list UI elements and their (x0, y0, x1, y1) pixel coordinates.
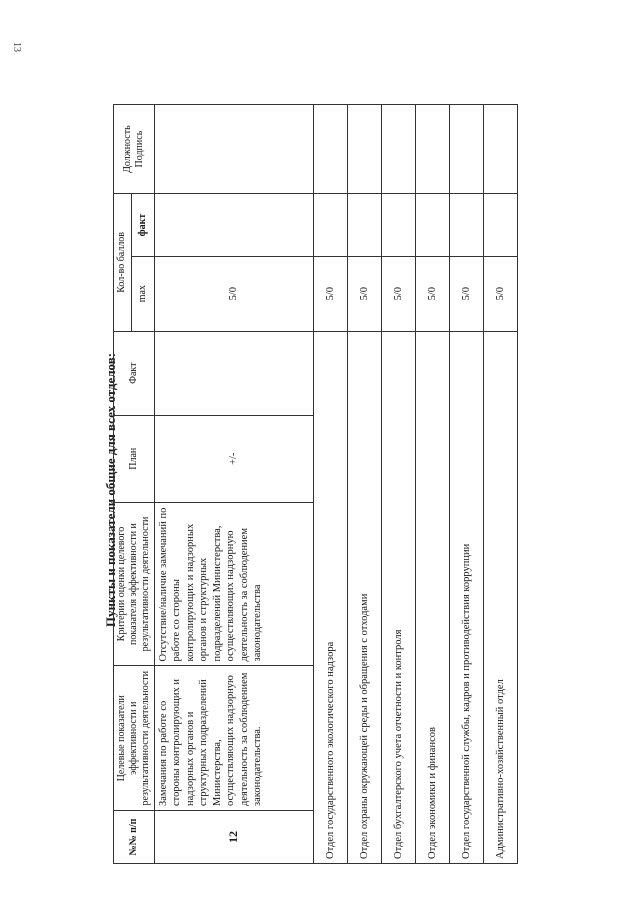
department-name: Отдел государственного экологического надзора (314, 331, 348, 863)
department-position (450, 105, 484, 194)
header-row-1 (114, 105, 132, 864)
page-number: 13 (11, 42, 22, 52)
department-max: 5/0 (382, 256, 416, 331)
department-name: Отдел экономики и финансов (416, 331, 450, 863)
row-number: 12 (155, 811, 314, 864)
row-points-fact (155, 194, 314, 257)
department-position (484, 105, 518, 194)
table-row (382, 105, 416, 864)
page-heading: Пункты и показатели общие для всех отделов: (103, 352, 118, 628)
table-row (314, 105, 348, 864)
header-num: №№ п/п (114, 811, 155, 864)
department-max: 5/0 (484, 256, 518, 331)
table-row (348, 105, 382, 864)
department-name: Отдел охраны окружающей среды и обращения с отходами (348, 331, 382, 863)
department-max: 5/0 (416, 256, 450, 331)
department-points-fact (382, 194, 416, 257)
department-max: 5/0 (314, 256, 348, 331)
row-criteria: Отсутствие/наличие замечаний по работе со стороны контролирующих и надзорных органов и структурных подразделений Министерства, осуществляющих надзорную деятельность за соблюдением законодательства (155, 502, 314, 666)
department-max: 5/0 (348, 256, 382, 331)
header-target: Целевые показатели эффективности и результативности деятельности (114, 666, 155, 811)
department-max: 5/0 (450, 256, 484, 331)
department-points-fact (450, 194, 484, 257)
row-max: 5/0 (155, 256, 314, 331)
department-points-fact (348, 194, 382, 257)
header-plan: План (114, 415, 155, 502)
department-name: Отдел бухгалтерского учета отчетности и контроля (382, 331, 416, 863)
row-plan: +/- (155, 415, 314, 502)
department-position (382, 105, 416, 194)
department-position (314, 105, 348, 194)
table-row-12 (155, 105, 314, 864)
header-position: Должность Подпись (114, 105, 155, 194)
department-position (416, 105, 450, 194)
department-points-fact (314, 194, 348, 257)
header-points-fact: факт (131, 194, 154, 257)
table-row (484, 105, 518, 864)
header-points: Кол-во баллов (114, 194, 132, 331)
table-row (450, 105, 484, 864)
department-points-fact (484, 194, 518, 257)
header-fact: Факт (114, 331, 155, 415)
row-target: Замечания по работе со стороны контролирующих и надзорных органов и структурных подразделений Министерства, осуществляющих надзорную деятельность за соблюдением законодательства. (155, 666, 314, 811)
criteria-table (113, 104, 518, 864)
department-position (348, 105, 382, 194)
department-points-fact (416, 194, 450, 257)
row-fact (155, 331, 314, 415)
row-position (155, 105, 314, 194)
department-name: Административно-хозяйственный отдел (484, 331, 518, 863)
table-row (416, 105, 450, 864)
rotated-page (103, 70, 533, 870)
header-max: max (131, 256, 154, 331)
header-criteria: Критерии оценки целевого показателя эффективности и результативности деятельности (114, 502, 155, 666)
department-name: Отдел государственной службы, кадров и противодействия коррупции (450, 331, 484, 863)
